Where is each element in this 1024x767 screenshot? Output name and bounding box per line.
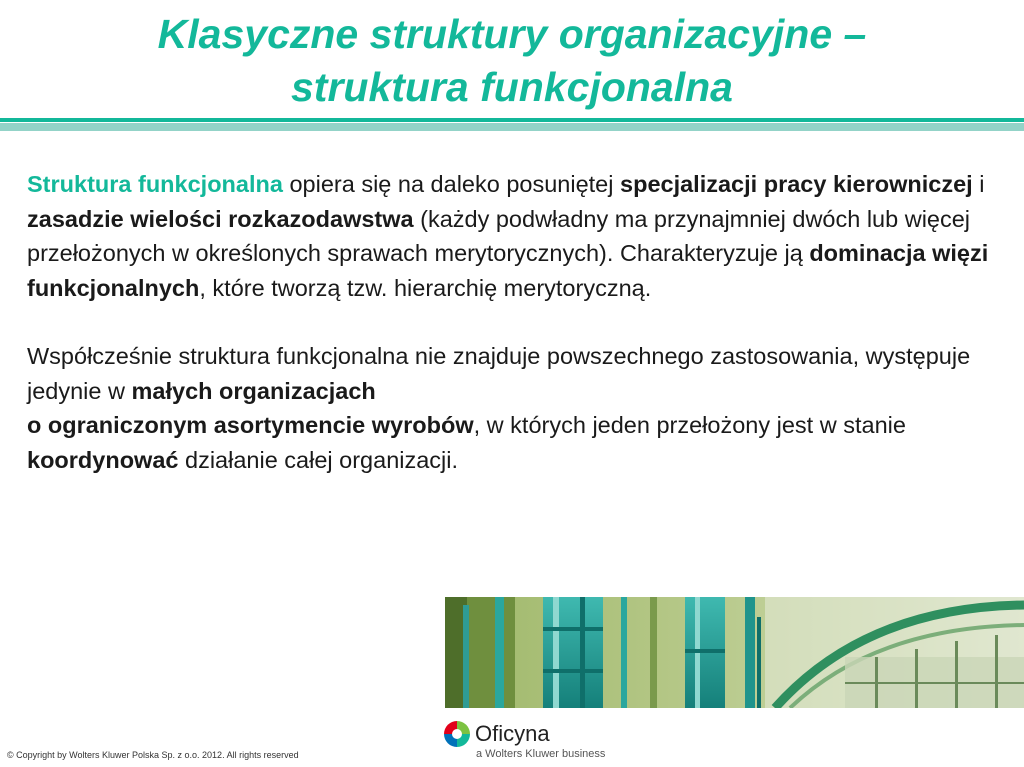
bold-ograniczonym-asortymencie: o ograniczonym asortymencie wyrobów bbox=[27, 412, 474, 438]
title-underline bbox=[0, 118, 1024, 122]
title-underline-shadow bbox=[0, 123, 1024, 131]
bold-specjalizacji: specjalizacji pracy kierowniczej bbox=[620, 171, 973, 197]
slide-body bbox=[27, 167, 1002, 477]
copyright-notice: © Copyright by Wolters Kluwer Polska Sp. z o.o. 2012. All rights reserved bbox=[7, 750, 299, 760]
p2-text-c: działanie całej organizacji. bbox=[178, 446, 459, 473]
body-paragraph-1 bbox=[27, 167, 1002, 305]
p1-text-c: (każdy podwładny ma przynajmniej dwóch lub więcej przełożonych w określonych sprawach merytorycznych). Charakteryzuje ją bbox=[27, 205, 971, 266]
building-photo-graphic bbox=[445, 597, 1024, 708]
building-photo bbox=[445, 597, 1024, 708]
bold-koordynowac: koordynować bbox=[27, 446, 179, 473]
body-paragraph-2 bbox=[27, 339, 1002, 477]
term-struktura-funkcjonalna: Struktura funkcjonalna bbox=[27, 171, 283, 197]
slide-title bbox=[0, 8, 1024, 114]
p2-text-a: Współcześnie struktura funkcjonalna nie znajduje powszechnego zastosowania, występuje jedynie w bbox=[27, 343, 971, 404]
bold-dominacja-wiezi: dominacja więzi funkcjonalnych bbox=[27, 240, 989, 301]
slide-title-line-1: Klasyczne struktury organizacyjne – bbox=[157, 11, 867, 57]
p2-text-b: , w których jeden przełożony jest w stanie bbox=[473, 412, 906, 438]
p1-text-d: , które tworzą tzw. hierarchię merytoryczną. bbox=[199, 274, 652, 301]
p1-text-b: i bbox=[972, 171, 985, 197]
oficyna-logo bbox=[444, 721, 644, 761]
slide-title-line-2: struktura funkcjonalna bbox=[291, 64, 733, 110]
logo-name: Oficyna bbox=[475, 721, 550, 746]
p1-text-a: opiera się na daleko posuniętej bbox=[282, 171, 621, 197]
bold-malych-organizacjach: małych organizacjach bbox=[131, 377, 376, 404]
oficyna-logo-icon bbox=[444, 721, 470, 747]
logo-subtitle: a Wolters Kluwer business bbox=[476, 748, 606, 760]
bold-wielosci-rozkazodawstwa: zasadzie wielości rozkazodawstwa bbox=[27, 205, 414, 232]
